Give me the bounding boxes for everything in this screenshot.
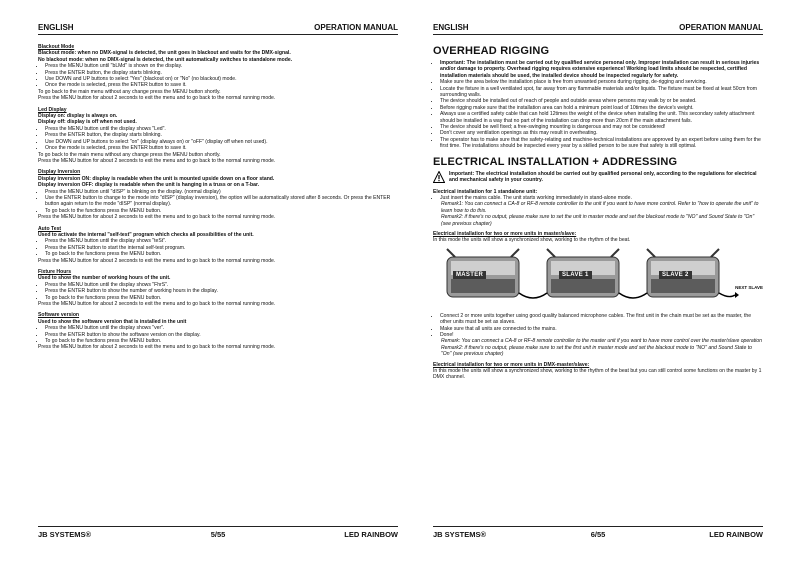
step-item: • Press the MENU button until "bLMd" is shown on the display. — [45, 63, 398, 69]
standalone-bullet: • Just insert the mains cable. The unit starts working immediately in stand-alone mode. — [440, 195, 763, 201]
section — [38, 44, 398, 102]
next-slave-label: NEXT SLAVE — [735, 284, 763, 290]
section-title: Blackout Mode — [38, 44, 75, 50]
rigging-item: • Always use a certified safety cable that can hold 12times the weight of the device when installing the unit. This secondary safety attachment should be installed in a way that no part of the installation can drop more than 20cm if the main attachment fails. — [440, 111, 763, 124]
section-description: Used to show the software version that is installed in the unit — [38, 318, 187, 325]
footer-page-number: 5/55 — [210, 530, 226, 539]
section-description: Blackout mode: when no DMX-signal is detected, the unit goes in blackout and waits for the DMX-signal. — [38, 50, 291, 57]
page-footer — [38, 526, 398, 541]
step-item: • Press the ENTER button to show the software version on the display. — [45, 332, 398, 338]
section-title: Display Inversion — [38, 169, 81, 176]
section-note: Press the MENU button for about 2 seconds to exit the menu and to go back to the normal running mode. — [38, 95, 276, 102]
right-content — [433, 42, 763, 381]
footer-product: LED RAINBOW — [709, 530, 763, 539]
step-item: • Use DOWN and UP buttons to select "on" (display always on) or "oFF" (display off when not used). — [45, 139, 398, 145]
section — [38, 226, 398, 264]
step-item: • Press the ENTER button to start the internal self-test program. — [45, 245, 398, 251]
master-slave-item: • Make sure that all units are connected to the mains. — [440, 326, 763, 332]
step-item: • Use DOWN and UP buttons to select "Yes" (blackout on) or "No" (no blackout) mode. — [45, 76, 398, 82]
standalone-remarks — [433, 201, 763, 227]
section — [38, 269, 398, 307]
remark: Remark1: You can connect a CA-8 or RF-8 remote controller to the unit if you want to have more control. Refer to "how to operate the unit" to learn how to do this. — [441, 201, 759, 214]
step-list — [38, 282, 398, 301]
page-footer — [433, 526, 763, 541]
step-item: • To go back to the functions press the MENU button. — [45, 208, 398, 214]
step-item: • Once the mode is selected, press the ENTER button to save it. — [45, 82, 398, 88]
step-item: • Press the MENU button until "dISP" is blinking on the display. (normal display) — [45, 189, 398, 195]
footer-product: LED RAINBOW — [344, 530, 398, 539]
fixture-label-slave-2: SLAVE 2 — [659, 271, 692, 279]
master-slave-item: • Done! — [440, 332, 763, 338]
step-item: • Press the ENTER button, the display starts blinking. — [45, 70, 398, 76]
header-language: ENGLISH — [433, 23, 469, 32]
section-title: Fixture Hours — [38, 269, 72, 275]
standalone-title: Electrical installation for 1 standalone unit: — [433, 188, 538, 195]
fixture-label-slave-1: SLAVE 1 — [559, 271, 592, 279]
electrical-warning — [433, 171, 763, 184]
master-slave-intro: In this mode the units will show a synchronized show, working to the rhythm of the beat. — [433, 237, 631, 244]
section-description: Used to show the number of working hours of the unit. — [38, 275, 171, 282]
step-item: • Press the MENU button until the display shows "FhrS". — [45, 282, 398, 288]
step-list — [38, 126, 398, 152]
rigging-item: • Before rigging make sure that the installation area can hold a minimum point load of 10times the device's weight. — [440, 105, 763, 111]
master-slave-item: • Connect 2 or more units together using good quality balanced microphone cables. The first unit in the chain must be set as the master, the other units must be set as slaves. — [440, 313, 763, 326]
section-title: Auto Test — [38, 225, 62, 232]
section-description: Used to activate the internal "self-test" program which checks all possibilities of the unit. — [38, 231, 254, 238]
master-slave-remarks — [433, 338, 763, 357]
section-note: Press the MENU button for about 2 seconds to exit the menu and to go back to the normal running mode. — [38, 257, 276, 264]
master-slave-diagram — [433, 247, 763, 309]
step-item: • Press the MENU button until the display shows "teSt". — [45, 238, 398, 244]
cable-3 — [719, 293, 735, 297]
left-page — [38, 0, 398, 561]
footer-page-number: 6/55 — [590, 530, 606, 539]
step-item: • Press the ENTER button, the display starts blinking. — [45, 132, 398, 138]
rigging-item: • Make sure the area below the installation place is free from unwanted persons during rigging, de-rigging and servicing. — [440, 79, 763, 85]
step-item: • Use the ENTER button to change to the mode into "dISP" (display inversion), the option will be automatically stored after 8 seconds. Or press the ENTER button again return to the mode "dISP" (normal display). — [45, 195, 398, 208]
step-item: • Press the MENU button until the display shows "Led". — [45, 126, 398, 132]
arrow-icon — [735, 292, 739, 298]
section-note: Press the MENU button for about 2 seconds to exit the menu and to go back to the normal running mode. — [38, 157, 276, 164]
section-title: Led Display — [38, 106, 67, 113]
fixture-label-master: MASTER — [453, 271, 486, 279]
header-title: OPERATION MANUAL — [679, 23, 763, 32]
step-item: • To go back to the functions press the MENU button. — [45, 295, 398, 301]
step-item: • To go back to the functions press the MENU button. — [45, 338, 398, 344]
step-item: • Press the ENTER button to show the number of working hours in the display. — [45, 288, 398, 294]
page-header — [433, 22, 763, 35]
rigging-item: • Locate the fixture in a well ventilated spot, far away from any flammable materials and/or liquids. The fixture must be fixed at least 50cm from surrounding walls. — [440, 86, 763, 99]
cable-2 — [619, 293, 647, 298]
section-note: Press the MENU button for about 2 seconds to exit the menu and to go back to the normal running mode. — [38, 301, 276, 308]
rigging-heading: OVERHEAD RIGGING — [433, 45, 550, 57]
master-slave-title: Electrical installation for two or more units in master/slave: — [433, 230, 577, 237]
header-language: ENGLISH — [38, 23, 74, 32]
rigging-item: • Don't cover any ventilation openings as this may result in overheating. — [440, 130, 763, 136]
step-item: • Once the mode is selected, press the ENTER button to save it. — [45, 145, 398, 151]
section — [38, 169, 398, 220]
section-note: To go back to the main menu without any change press the MENU button shortly. — [38, 88, 221, 95]
step-list — [38, 238, 398, 257]
cable-1 — [519, 293, 547, 298]
section-description: No blackout mode: when no DMX-signal is detected, the unit automatically switches to standalone mode. — [38, 56, 293, 63]
section-description: Display inversion ON: display is readable when the unit is mounted upside down on a floor stand. — [38, 175, 275, 182]
dmx-text: In this mode the units will show a synchronized show, working to the rhythm of the beat but you can still control some functions on the master by 1 DMX channel. — [433, 368, 762, 381]
footer-brand: JB SYSTEMS® — [433, 530, 487, 539]
footer-brand: JB SYSTEMS® — [38, 530, 92, 539]
section-description: Display on: display is always on. — [38, 113, 118, 120]
section — [38, 312, 398, 350]
section-note: To go back to the main menu without any change press the MENU button shortly. — [38, 151, 221, 158]
master-slave-list — [433, 313, 763, 339]
electrical-heading: ELECTRICAL INSTALLATION + ADDRESSING — [433, 155, 678, 168]
section-note: Press the MENU button for about 2 seconds to exit the menu and to go back to the normal running mode. — [38, 344, 276, 351]
rigging-item: • The device should be well fixed; a free-swinging mounting is dangerous and may not be considered! — [440, 124, 763, 130]
dmx-title: Electrical installation for two or more units in DMX-master/slave: — [433, 361, 590, 368]
remark: Remark2: if there's no output, please make sure to set the unit in master mode and set the blackout mode to "NO" and Sound State to "On" (see previous chapter) — [441, 214, 755, 227]
step-list — [38, 189, 398, 215]
page-header — [38, 22, 398, 35]
electrical-warning-text: Important: The electrical installation should be carried out by qualified personal only, according to the regulations for electrical and mechanical safety in your country. — [449, 170, 757, 184]
step-list — [38, 63, 398, 89]
warning-triangle-icon — [433, 171, 445, 183]
rigging-item: • Important: The installation must be carried out by qualified service personal only. Improper installation can result in serious injuries and/or damage to property. Overhead rigging requires extensive experience! Working load limits should be respected, certified installation materials should be used, the installed device should be inspected regularly for safety. — [440, 60, 763, 79]
right-page — [433, 0, 763, 561]
left-content — [38, 44, 398, 356]
section-note: Press the MENU button for about 2 seconds to exit the menu and to go back to the normal running mode. — [38, 214, 276, 221]
rigging-list — [433, 60, 763, 150]
rigging-item: • The device should be installed out of reach of people and outside areas where persons may walk by or be seated. — [440, 98, 763, 104]
header-title: OPERATION MANUAL — [314, 23, 398, 32]
section — [38, 107, 398, 165]
step-item: • Press the MENU button until the display shows "ver". — [45, 325, 398, 331]
remark: Remark: You can connect a CA-8 or RF-8 remote controller to the master unit if you want to have more control over the master/slave operation — [441, 338, 762, 345]
step-item: • To go back to the functions press the MENU button. — [45, 251, 398, 257]
section-description: Display inversion OFF: display is readable when the unit is hanging in a truss or on a T-bar. — [38, 182, 260, 189]
section-title: Software version — [38, 312, 80, 319]
rigging-item: • The operator has to make sure that the safety-relating and machine-technical installations are approved by an expert before using them for the first time. The installations should be inspected every year by a skilled person to be sure that safety is still optimal. — [440, 137, 763, 150]
section-description: Display off: display is off when not used. — [38, 119, 137, 126]
step-list — [38, 325, 398, 344]
remark: Remark2: if there's no output, please make sure to set the first unit in master mode and set the blackout mode to "NO" and Sound State to "On" (see previous chapter) — [441, 344, 752, 358]
